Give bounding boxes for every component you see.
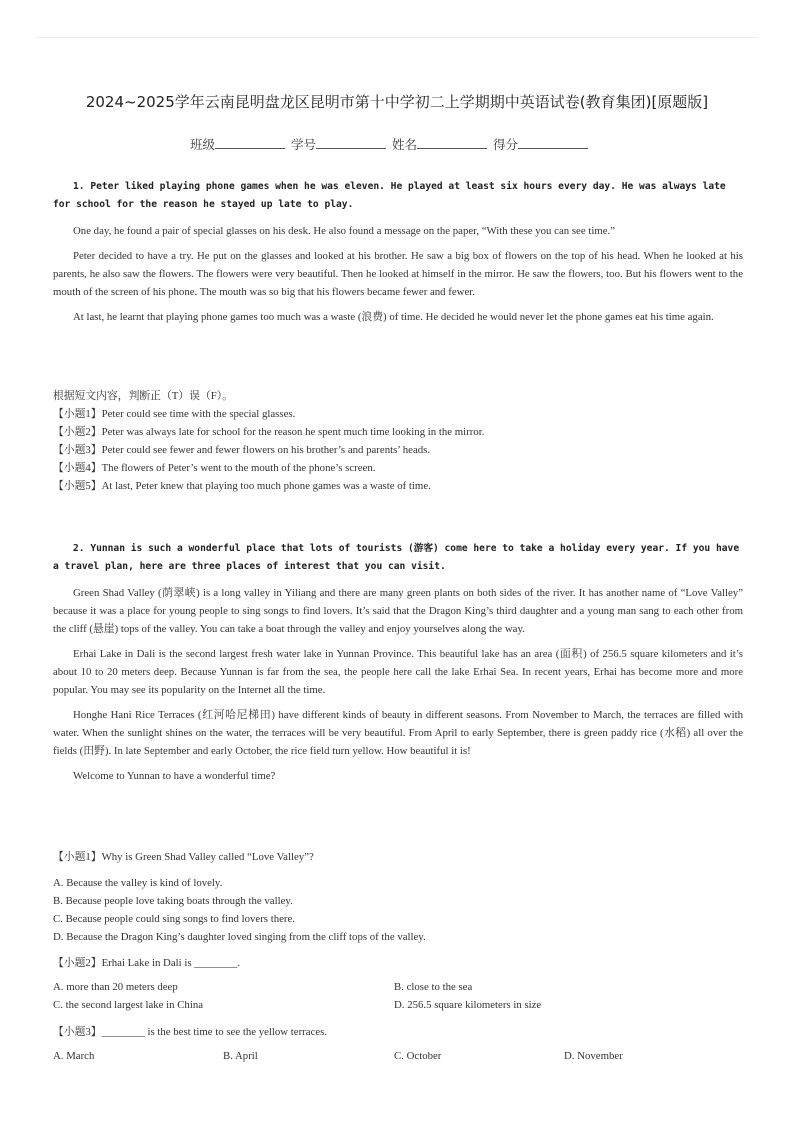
q2-sub2-question: 【小题2】Erhai Lake in Dali is ________. (53, 957, 241, 969)
q1-item-1: 【小题1】Peter could see time with the special glasses. (53, 408, 296, 420)
q1-item-3: 【小题3】Peter could see fewer and fewer flowers on his brother’s and parents’ heads. (53, 444, 431, 456)
question-1-stem: 1. Peter liked playing phone games when he was eleven. He played at least six hours every day. He was always late for school for the reason he stayed up late to play. (53, 181, 726, 210)
score-blank (518, 135, 588, 149)
q2-sub3-option-c: C. October (394, 1050, 442, 1062)
q2-sub1-question: 【小题1】Why is Green Shad Valley called “Love Valley”? (53, 851, 314, 863)
question-2-passage (53, 584, 743, 792)
q2-sub1-option-b: B. Because people love taking boats through the valley. (53, 895, 293, 907)
question-1-items (53, 387, 743, 495)
question-1-passage (53, 222, 743, 333)
question-2-stem: 2. Yunnan is such a wonderful place that lots of tourists (游客) come here to take a holiday every year. If you have a travel plan, here are three places of interest that you can visit. (53, 543, 740, 572)
student-info-fields (190, 135, 590, 153)
class-blank (215, 135, 285, 149)
question-2 (53, 540, 743, 576)
q1-paragraph-3: At last, he learnt that playing phone games too much was a waste (浪费) of time. He decided he would never let the phone games eat his time again. (73, 311, 714, 323)
q2-sub3-options (53, 1050, 743, 1070)
class-label: 班级 (190, 137, 216, 152)
page-title: 2024~2025学年云南昆明盘龙区昆明市第十中学初二上学期期中英语试卷(教育集团)[原题版] (85, 93, 709, 111)
score-label: 得分 (493, 137, 519, 152)
q1-instruction: 根据短文内容，判断正（T）误（F）。 (53, 390, 233, 402)
q2-paragraph-1: Green Shad Valley (荫翠峡) is a long valley in Yiliang and there are many green plants on both sides of the river. It has another name of “Love Valley” because it was a place for young people to sing songs to find lovers. It’s said that the Dragon King’s third daughter and a young man sang to each other from the cliff (悬崖) tops of the valley. You can take a boat through the valley and enjoy yourselves along the way. (53, 587, 743, 635)
q2-sub3-question: 【小题3】________ is the best time to see the yellow terraces. (53, 1026, 328, 1038)
q2-paragraph-4: Welcome to Yunnan to have a wonderful time? (73, 770, 276, 782)
q2-sub2-option-c: C. the second largest lake in China (53, 999, 204, 1011)
name-label: 姓名 (392, 137, 418, 152)
q2-sub1 (53, 848, 743, 866)
q2-sub3 (53, 1023, 743, 1041)
q2-paragraph-3: Honghe Hani Rice Terraces (红河哈尼梯田) have different kinds of beauty in different seasons. From November to March, the terraces are filled with water. When the sunlight shines on the water, the terraces will be very beautiful. From April to early September, there is green paddy rice (水稻) all over the fields (田野). In late September and early October, the rice field turn yellow. How beautiful it is! (53, 709, 743, 757)
q2-sub1-option-c: C. Because people could sing songs to find lovers there. (53, 913, 295, 925)
question-1 (53, 178, 743, 214)
q1-item-2: 【小题2】Peter was always late for school for the reason he spent much time looking in the mirror. (53, 426, 485, 438)
q2-sub1-options (53, 874, 743, 946)
q2-paragraph-2: Erhai Lake in Dali is the second largest fresh water lake in Yunnan Province. This beautiful lake has an area (面积) of 256.5 square kilometers and it’s about 10 to 20 meters deep. Because Yunnan is far from the sea, the people here call the lake Erhai Sea. In recent years, Erhai has become more and more popular. You may see its popularity on the Internet all the time. (53, 648, 743, 696)
student-number-blank (316, 135, 386, 149)
q2-sub3-option-b: B. April (223, 1050, 258, 1062)
q2-sub1-option-a: A. Because the valley is kind of lovely. (53, 877, 223, 889)
q2-sub3-option-a: A. March (53, 1050, 95, 1062)
q2-sub2-options (53, 981, 743, 1021)
student-number-label: 学号 (291, 137, 317, 152)
q1-item-4: 【小题4】The flowers of Peter’s went to the mouth of the phone’s screen. (53, 462, 376, 474)
name-blank (417, 135, 487, 149)
q1-paragraph-1: One day, he found a pair of special glasses on his desk. He also found a message on the paper, “With these you can see time.” (73, 225, 616, 237)
q2-sub2-option-d: D. 256.5 square kilometers in size (394, 999, 542, 1011)
q2-sub2-option-a: A. more than 20 meters deep (53, 981, 178, 993)
q2-sub2-option-b: B. close to the sea (394, 981, 473, 993)
header-divider (36, 37, 758, 38)
q2-sub1-option-d: D. Because the Dragon King’s daughter loved singing from the cliff tops of the valley. (53, 931, 426, 943)
q2-sub3-option-d: D. November (564, 1050, 623, 1062)
q1-paragraph-2: Peter decided to have a try. He put on the glasses and looked at his brother. He saw a big box of flowers on the top of his head. When he looked at his parents, he also saw the flowers. The flowers were very beautiful. Then he looked at himself in the mirror. He saw the flowers, too. But his flowers went to the mouth of the screen of his phone. The mouth was so big that his flowers became fewer and fewer. (53, 250, 743, 298)
q1-item-5: 【小题5】At last, Peter knew that playing too much phone games was a waste of time. (53, 480, 431, 492)
q2-sub2 (53, 954, 743, 972)
